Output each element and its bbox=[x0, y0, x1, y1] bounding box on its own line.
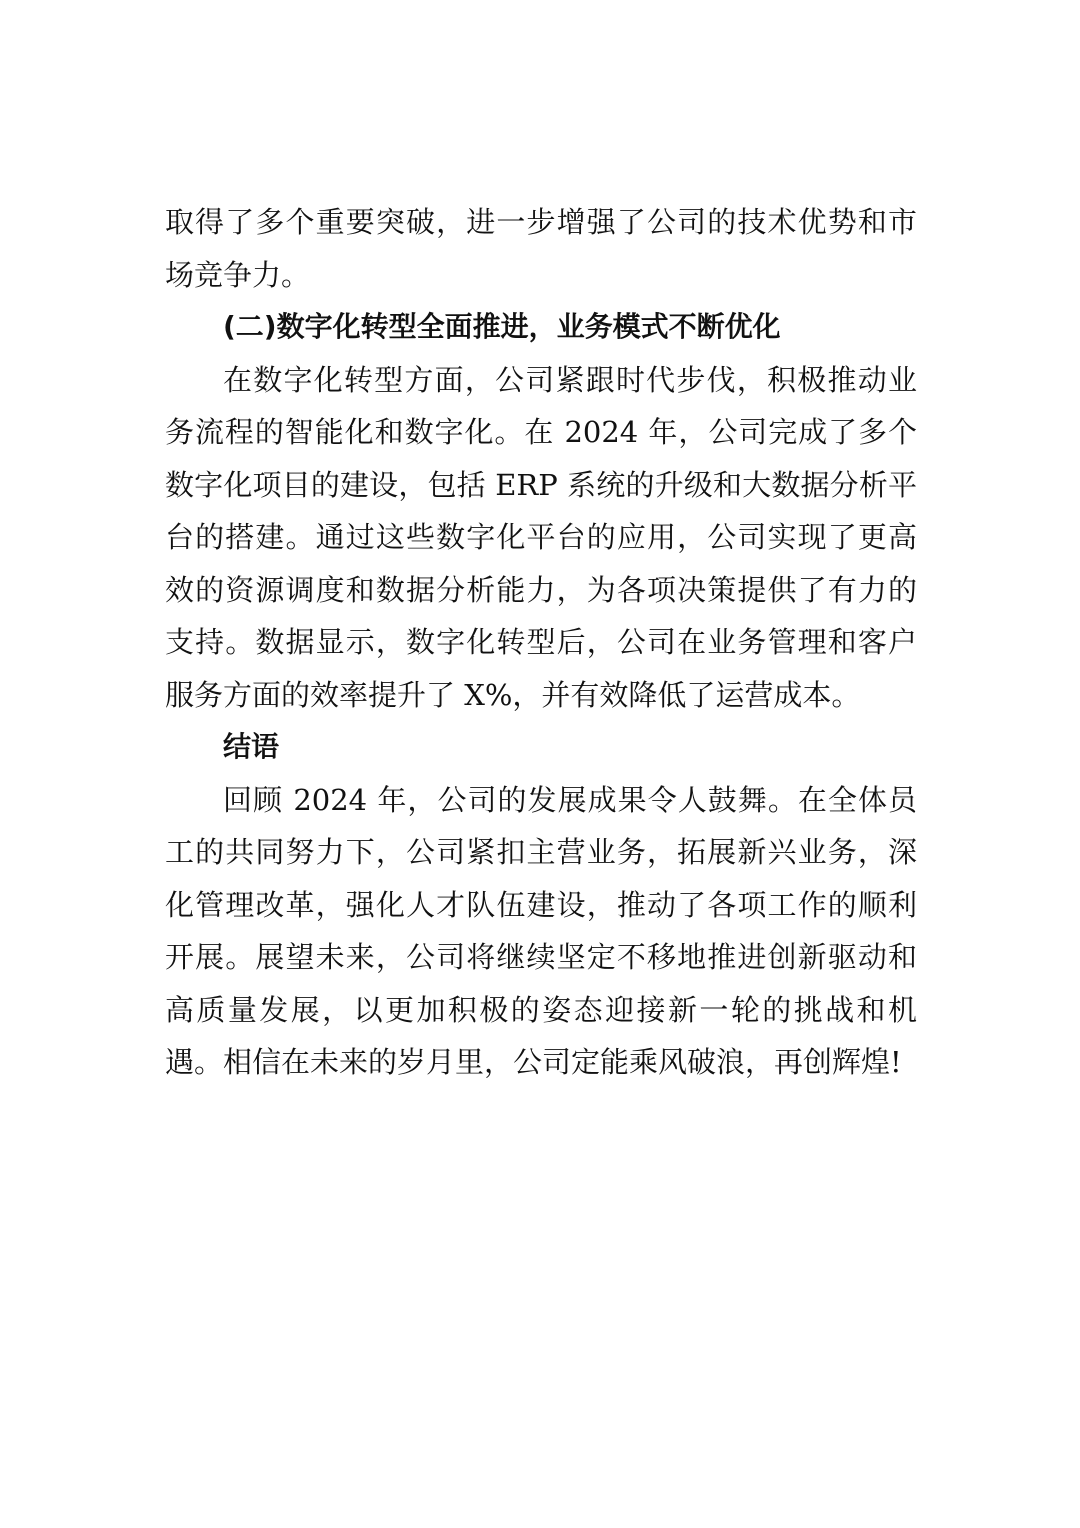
section-2-paragraph: 在数字化转型方面，公司紧跟时代步伐，积极推动业务流程的智能化和数字化。在 2024 年，公司完成了多个数字化项目的建设，包括 ERP 系统的升级和大数据分析平台的搭建。通过这些数字化平台的应用，公司实现了更高效的资源调度和数据分析能力，为各项决策提供了有力的支持。数据显示，数字化转型后，公司在业务管理和客户服务方面的效率提升了 X%，并有效降低了运营成本。 bbox=[165, 362, 917, 712]
section-2-heading: (二)数字化转型全面推进，业务模式不断优化 bbox=[223, 310, 781, 343]
conclusion-paragraph: 回顾 2024 年，公司的发展成果令人鼓舞。在全体员工的共同努力下，公司紧扣主营业务，拓展新兴业务，深化管理改革，强化人才队伍建设，推动了各项工作的顺利开展。展望未来，公司将继续坚定不移地推进创新驱动和高质量发展，以更加积极的姿态迎接新一轮的挑战和机遇。相信在未来的岁月里，公司定能乘风破浪，再创辉煌! bbox=[165, 782, 917, 1079]
document-body bbox=[165, 196, 917, 1089]
continuation-paragraph: 取得了多个重要突破，进一步增强了公司的技术优势和市场竞争力。 bbox=[165, 205, 917, 292]
conclusion-heading: 结语 bbox=[223, 730, 280, 763]
